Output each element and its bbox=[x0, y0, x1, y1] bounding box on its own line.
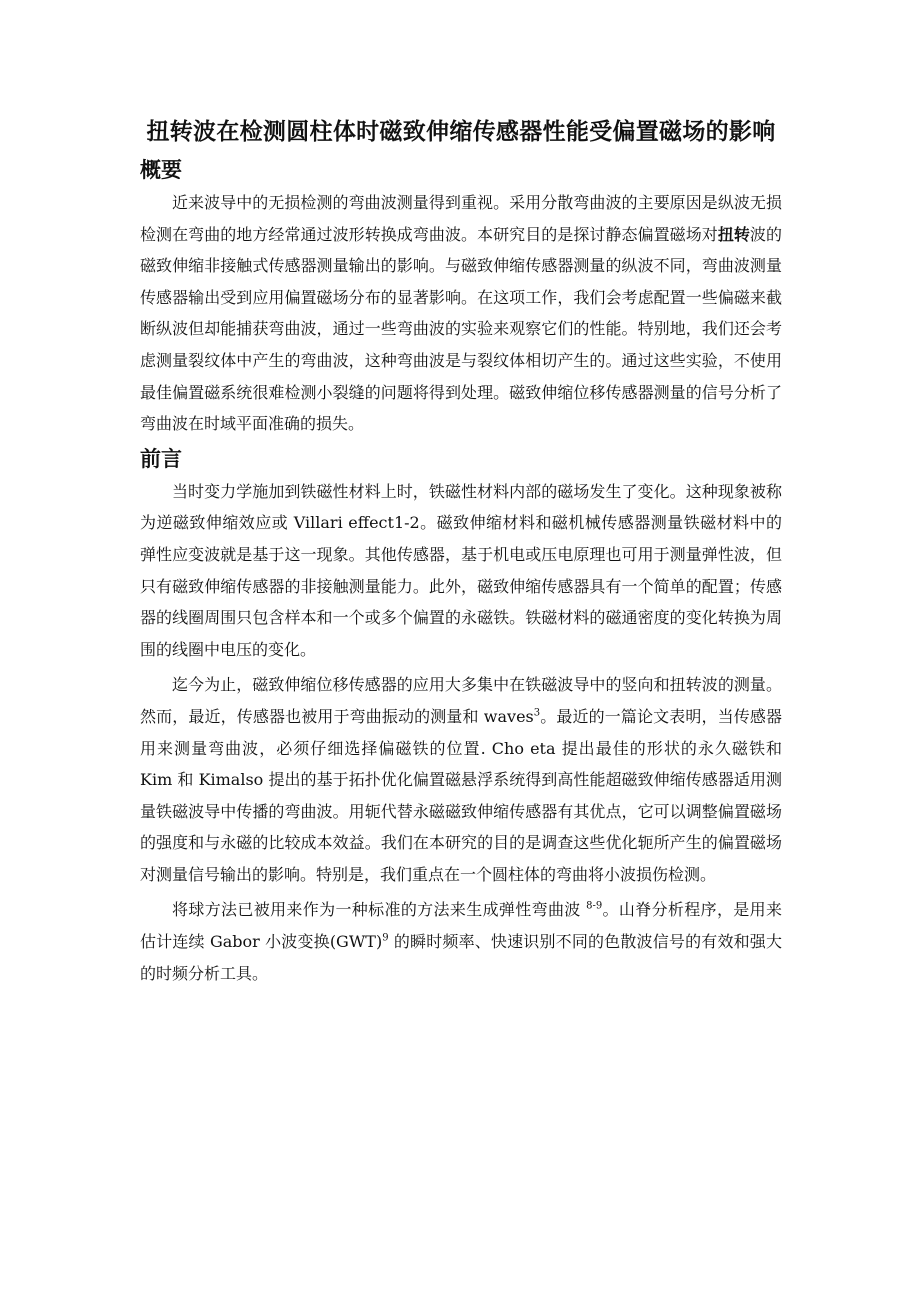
abstract-heading: 概要 bbox=[140, 158, 182, 182]
intro-p3-text-a: 将球方法已被用来作为一种标准的方法来生成弹性弯曲波 bbox=[172, 900, 587, 920]
intro-p3-text-c: 的瞬时频率、快速识别不同的色散波信号的有效和强大的时频分析工具。 bbox=[140, 932, 782, 983]
intro-p2-text-b: 。最近的一篇论文表明，当传感器用来测量弯曲波，必须仔细选择偏磁铁的位置. Cho eta 提出最佳的形状的永久磁铁和 Kim 和 Kimalso 提出的基于拓扑优化偏置磁悬浮系统得到高性能超磁致伸缩传感器适用测量铁磁波导中传播的弯曲波。用轭代替永磁磁致伸缩传感器有其优点，它可以调整偏置磁场的强度和与永磁的比较成本效益。我们在本研究的目的是调查这些优化轭所产生的偏置磁场对测量信号输出的影响。特别是，我们重点在一个圆柱体的弯曲将小波损伤检测。 bbox=[140, 706, 782, 884]
citation-superscript: 8-9 bbox=[586, 901, 603, 913]
intro-p3-text-b: 。山脊分析程序，是用来估计连续 Gabor 小波变换(GWT) bbox=[140, 900, 782, 952]
abstract-bold-term: 扭转 bbox=[717, 224, 750, 244]
introduction-paragraph-2 bbox=[140, 669, 782, 890]
introduction-heading: 前言 bbox=[140, 446, 182, 471]
abstract-paragraph bbox=[140, 187, 782, 440]
intro-p2-text-a: 迄今为止，磁致伸缩位移传感器的应用大多集中在铁磁波导中的竖向和扭转波的测量。然而，最近，传感器也被用于弯曲振动的测量和 waves bbox=[140, 675, 782, 726]
introduction-paragraph-1: 当时变力学施加到铁磁性材料上时，铁磁性材料内部的磁场发生了变化。这种现象被称为逆磁致伸缩效应或 Villari effect1-2。磁致伸缩材料和磁机械传感器测量铁磁材料中的弹性应变波就是基于这一现象。其他传感器，基于机电或压电原理也可用于测量弹性波，但只有磁致伸缩传感器的非接触测量能力。此外，磁致伸缩传感器具有一个简单的配置；传感器的线圈周围只包含样本和一个或多个偏置的永磁铁。铁磁材料的磁通密度的变化转换为周围的线圈中电压的变化。 bbox=[140, 481, 782, 659]
citation-superscript: 3 bbox=[533, 707, 541, 719]
citation-superscript: 9 bbox=[382, 932, 389, 944]
paper-title: 扭转波在检测圆柱体时磁致伸缩传感器性能受偏置磁场的影响 bbox=[146, 118, 776, 145]
abstract-text-part-2: 波的磁致伸缩非接触式传感器测量输出的影响。与磁致伸缩传感器测量的纵波不同，弯曲波测量传感器输出受到应用偏置磁场分布的显著影响。在这项工作，我们会考虑配置一些偏磁来截断纵波但却能捕获弯曲波，通过一些弯曲波的实验来观察它们的性能。特别地，我们还会考虑测量裂纹体中产生的弯曲波，这种弯曲波是与裂纹体相切产生的。通过这些实验，不使用最佳偏置磁系统很难检测小裂缝的问题将得到处理。磁致伸缩位移传感器测量的信号分析了弯曲波在时域平面准确的损失。 bbox=[140, 224, 782, 434]
abstract-text-part-1: 近来波导中的无损检测的弯曲波测量得到重视。采用分散弯曲波的主要原因是纵波无损检测在弯曲的地方经常通过波形转换成弯曲波。本研究目的是探讨静态偏置磁场对 bbox=[140, 193, 782, 244]
document-page bbox=[140, 112, 782, 993]
introduction-paragraph-3 bbox=[140, 894, 782, 989]
